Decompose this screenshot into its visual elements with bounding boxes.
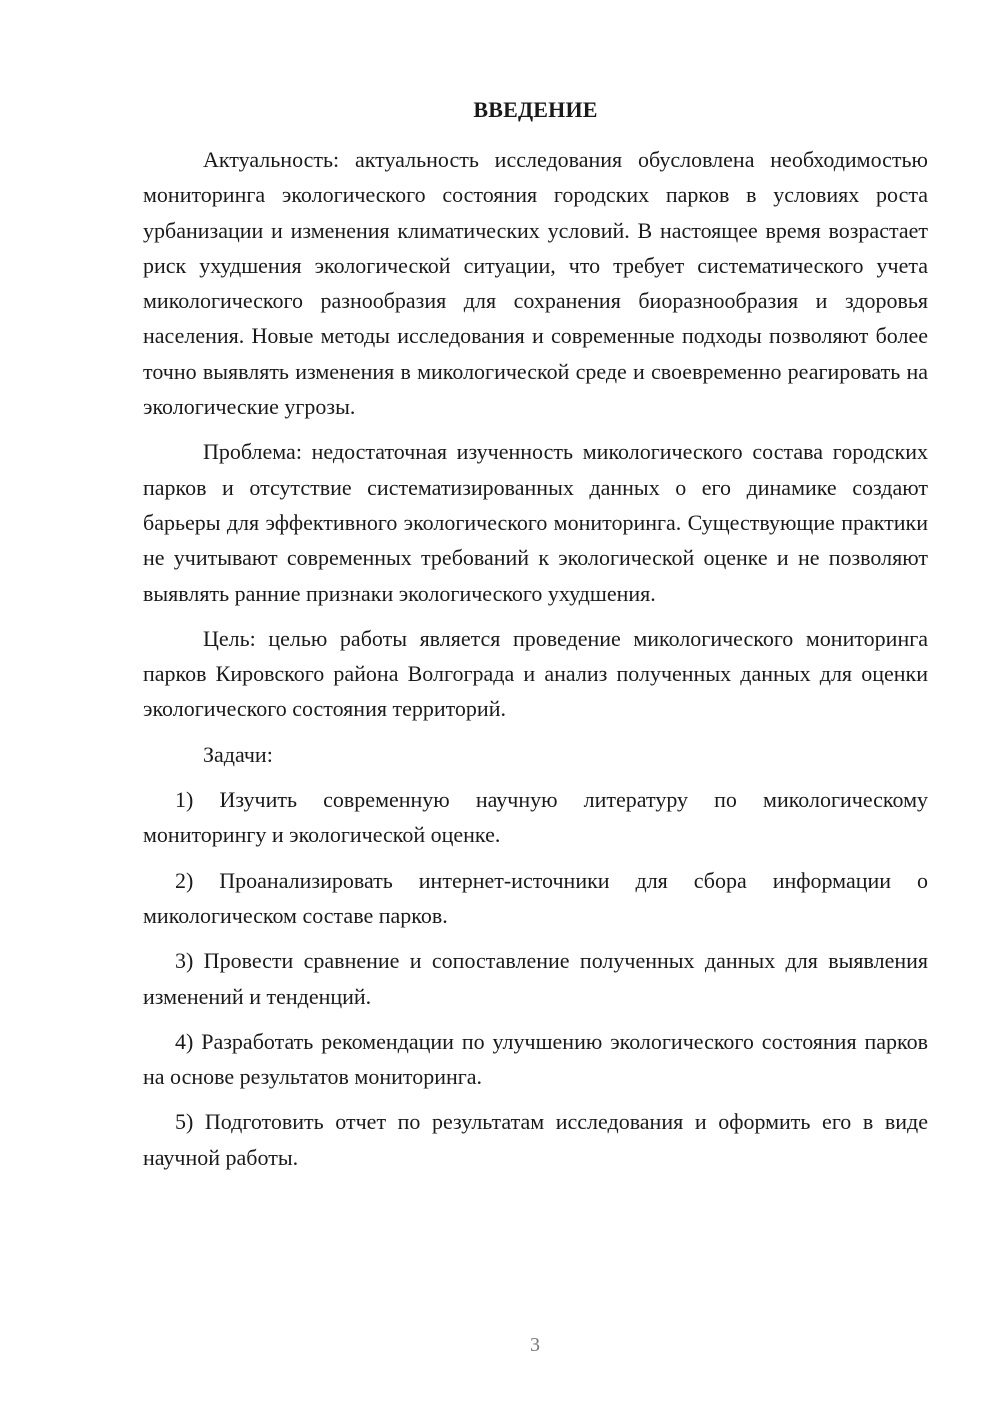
relevance-paragraph: Актуальность: актуальность исследования обусловлена необходимостью мониторинга экологического состояния городских парков в условиях роста урбанизации и изменения климатических условий. В настоящее время возрастает риск ухудшения экологической ситуации, что требует систематического учета микологического разнообразия для сохранения биоразнообразия и здоровья населения. Новые методы исследования и современные подходы позволяют более точно выявлять изменения в микологической среде и своевременно реагировать на экологические угрозы. <box>143 147 928 420</box>
task-item: 1) Изучить современную научную литературу по микологическому мониторингу и экологической оценке. <box>143 787 928 848</box>
task-item: 5) Подготовить отчет по результатам исследования и оформить его в виде научной работы. <box>143 1109 928 1170</box>
page-number: 3 <box>530 1334 540 1356</box>
problem-paragraph: Проблема: недостаточная изученность микологического состава городских парков и отсутствие систематизированных данных о его динамике создают барьеры для эффективного экологического мониторинга. Существующие практики не учитывают современных требований к экологической оценке и не позволяют выявлять ранние признаки экологического ухудшения. <box>143 439 928 606</box>
tasks-list <box>143 782 928 1175</box>
tasks-label: Задачи: <box>203 741 273 767</box>
goal-paragraph: Цель: целью работы является проведение микологического мониторинга парков Кировского района Волгограда и анализ полученных данных для оценки экологического состояния территорий. <box>143 625 928 722</box>
task-item: 4) Разработать рекомендации по улучшению экологического состояния парков на основе результатов мониторинга. <box>143 1028 928 1090</box>
document-page <box>143 94 928 1185</box>
task-item: 3) Провести сравнение и сопоставление полученных данных для выявления изменений и тенденций. <box>143 948 928 1009</box>
task-item: 2) Проанализировать интернет-источники для сбора информации о микологическом составе парков. <box>143 867 928 928</box>
section-heading: ВВЕДЕНИЕ <box>473 97 598 122</box>
